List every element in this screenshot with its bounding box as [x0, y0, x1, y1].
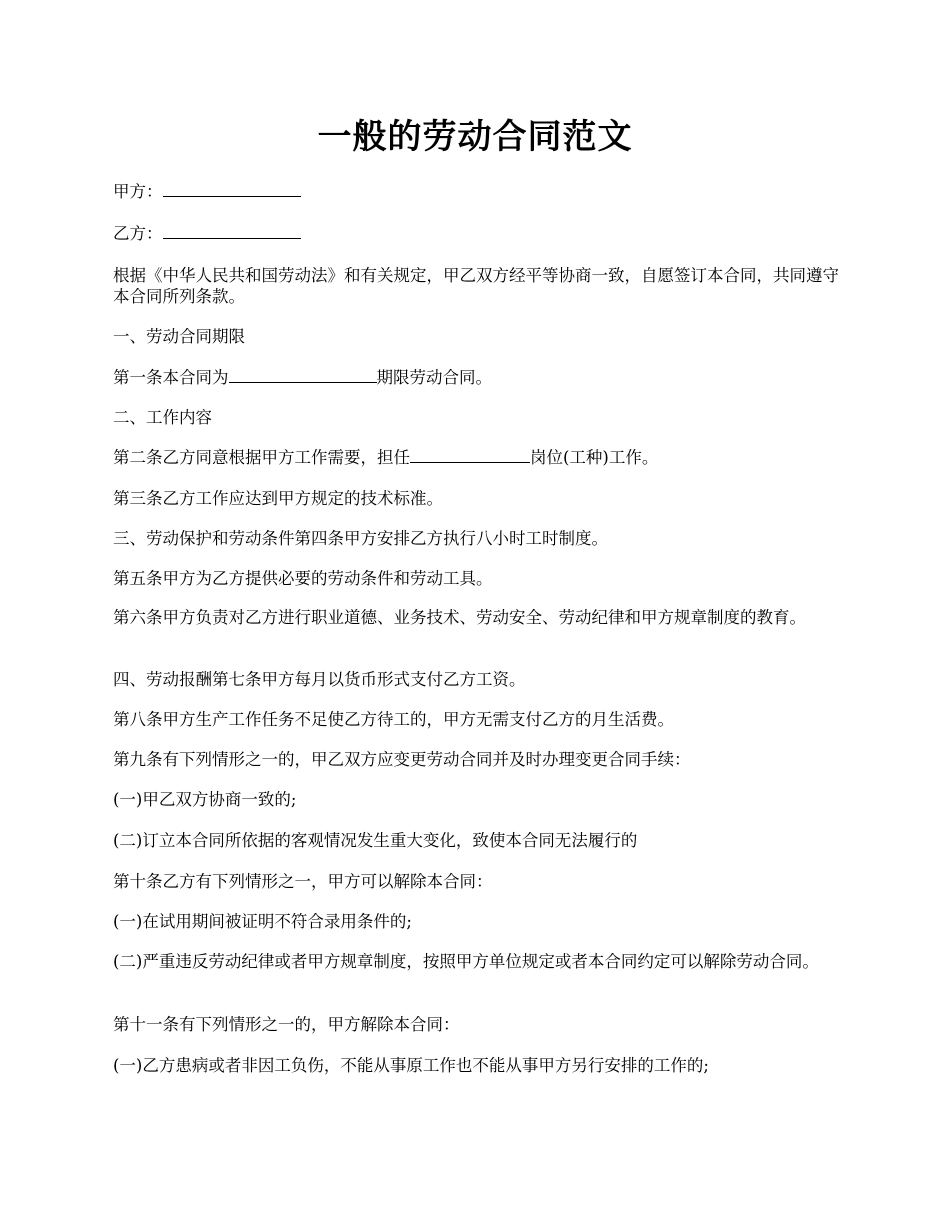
- intro-paragraph: 根据《中华人民共和国劳动法》和有关规定，甲乙双方经平等协商一致，自愿签订本合同，共同遵守本合同所列条款。: [113, 266, 839, 306]
- party-b-label: 乙方：: [113, 224, 163, 243]
- section-3-heading: 三、劳动保护和劳动条件第四条甲方安排乙方执行八小时工时制度。: [113, 529, 608, 548]
- article-11-item-1: (一)乙方患病或者非因工负伤，不能从事原工作也不能从事甲方另行安排的工作的;: [113, 1056, 709, 1075]
- article-5: 第五条甲方为乙方提供必要的劳动条件和劳动工具。: [113, 569, 493, 588]
- party-a-label: 甲方：: [113, 182, 163, 201]
- contract-term-blank[interactable]: [229, 367, 377, 383]
- party-b-blank[interactable]: [163, 223, 301, 239]
- article-2: [113, 447, 845, 468]
- document-title: 一般的劳动合同范文: [317, 117, 633, 157]
- party-a-line: [113, 181, 845, 202]
- article-2-prefix: 第二条乙方同意根据甲方工作需要，担任: [113, 448, 410, 467]
- article-9-item-2: (二)订立本合同所依据的客观情况发生重大变化，致使本合同无法履行的: [113, 831, 638, 850]
- article-6: 第六条甲方负责对乙方进行职业道德、业务技术、劳动安全、劳动纪律和甲方规章制度的教育。: [113, 608, 806, 627]
- article-2-suffix: 岗位(工种)工作。: [530, 448, 659, 467]
- article-9-item-1: (一)甲乙双方协商一致的;: [113, 790, 297, 809]
- article-11: 第十一条有下列情形之一的，甲方解除本合同：: [113, 1015, 460, 1034]
- article-10-item-2: (二)严重违反劳动纪律或者甲方规章制度，按照甲方单位规定或者本合同约定可以解除劳动合同。: [113, 952, 819, 971]
- article-1: [113, 367, 845, 388]
- article-9: 第九条有下列情形之一的，甲乙双方应变更劳动合同并及时办理变更合同手续：: [113, 750, 691, 769]
- section-2-heading: 二、工作内容: [113, 408, 212, 427]
- party-b-line: [113, 223, 845, 244]
- section-4-heading: 四、劳动报酬第七条甲方每月以货币形式支付乙方工资。: [113, 670, 526, 689]
- article-10-item-1: (一)在试用期间被证明不符合录用条件的;: [113, 912, 412, 931]
- article-3: 第三条乙方工作应达到甲方规定的技术标准。: [113, 489, 443, 508]
- article-10: 第十条乙方有下列情形之一，甲方可以解除本合同：: [113, 872, 493, 891]
- party-a-blank[interactable]: [163, 181, 301, 197]
- article-1-prefix: 第一条本合同为: [113, 368, 229, 387]
- article-8: 第八条甲方生产工作任务不足使乙方待工的，甲方无需支付乙方的月生活费。: [113, 710, 674, 729]
- section-1-heading: 一、劳动合同期限: [113, 327, 245, 346]
- position-blank[interactable]: [410, 447, 530, 463]
- article-1-suffix: 期限劳动合同。: [376, 368, 492, 387]
